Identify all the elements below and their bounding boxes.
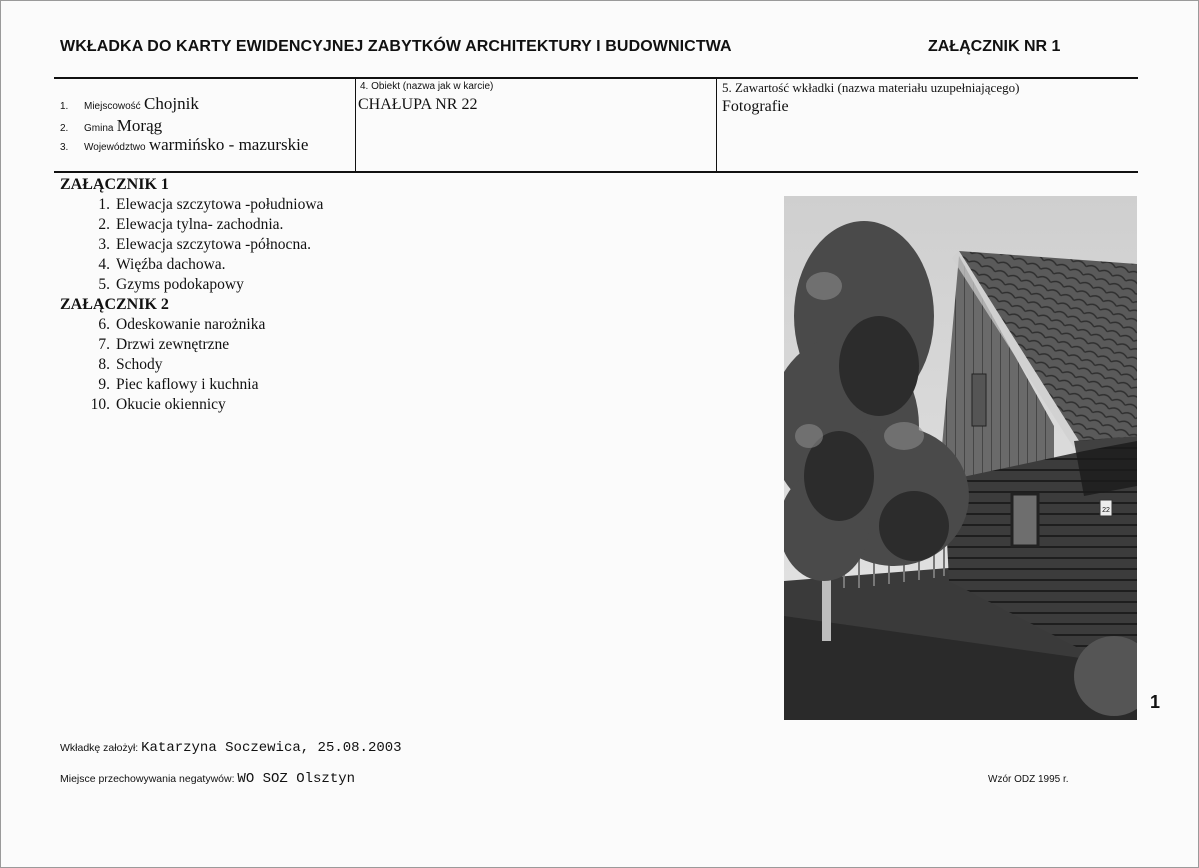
voivodeship-field: [60, 135, 308, 155]
door-sign: 22: [1102, 507, 1110, 514]
created-label: Wkładkę założył:: [60, 742, 139, 754]
locality-field: [60, 94, 199, 114]
column-divider-1: [355, 79, 356, 171]
form-model: Wzór ODZ 1995 r.: [988, 774, 1069, 785]
top-rule: [54, 77, 1138, 79]
storage-value: WO SOZ Olsztyn: [237, 771, 356, 787]
created-value: Katarzyna Soczewica, 25.08.2003: [141, 740, 402, 756]
object-label: 4. Obiekt (nazwa jak w karcie): [360, 81, 494, 92]
locality-value: Chojnik: [144, 94, 199, 113]
voivodeship-label: Województwo: [84, 142, 146, 153]
negatives-storage: [60, 771, 355, 787]
attachment-number: ZAŁĄCZNIK NR 1: [928, 38, 1061, 55]
object-value: CHAŁUPA NR 22: [358, 96, 478, 113]
commune-value: Morąg: [116, 116, 163, 135]
list-item: 3. Elewacja szczytowa -północna.: [98, 236, 311, 253]
list-item: 1. Elewacja szczytowa -południowa: [98, 196, 324, 213]
locality-label: Miejscowość: [84, 101, 141, 112]
contents-label: 5. Zawartość wkładki (nazwa materiału uzupełniającego): [722, 80, 1020, 95]
list-item: 4. Więźba dachowa.: [98, 256, 226, 273]
field-number: 3.: [60, 142, 69, 153]
document-title: WKŁADKA DO KARTY EWIDENCYJNEJ ZABYTKÓW ARCHITEKTURY I BUDOWNICTWA: [60, 38, 732, 55]
contents-value: Fotografie: [722, 98, 789, 115]
storage-label: Miejsce przechowywania negatywów:: [60, 773, 235, 785]
created-by: [60, 740, 402, 756]
attachment-1-title: ZAŁĄCZNIK 1: [60, 176, 169, 193]
photo-number: 1: [1150, 692, 1161, 712]
column-divider-2: [716, 79, 717, 171]
attachment-2-title: ZAŁĄCZNIK 2: [60, 296, 169, 313]
field-number: 1.: [60, 101, 69, 112]
cottage-photo: [784, 196, 1137, 720]
commune-field: [60, 116, 162, 136]
commune-label: Gmina: [84, 123, 114, 134]
bottom-rule: [54, 171, 1138, 173]
list-item: 6. Odeskowanie narożnika: [98, 316, 266, 333]
list-item: 5. Gzyms podokapowy: [98, 276, 244, 293]
list-item: 10. Okucie okiennicy: [90, 396, 226, 413]
voivodeship-value: warmińsko - mazurskie: [148, 135, 309, 154]
list-item: 2. Elewacja tylna- zachodnia.: [98, 216, 284, 233]
list-item: 8. Schody: [98, 356, 163, 373]
list-item: 7. Drzwi zewnętrzne: [98, 336, 230, 353]
list-item: 9. Piec kaflowy i kuchnia: [98, 376, 259, 393]
attachment-list: [60, 175, 323, 415]
field-number: 2.: [60, 123, 69, 134]
